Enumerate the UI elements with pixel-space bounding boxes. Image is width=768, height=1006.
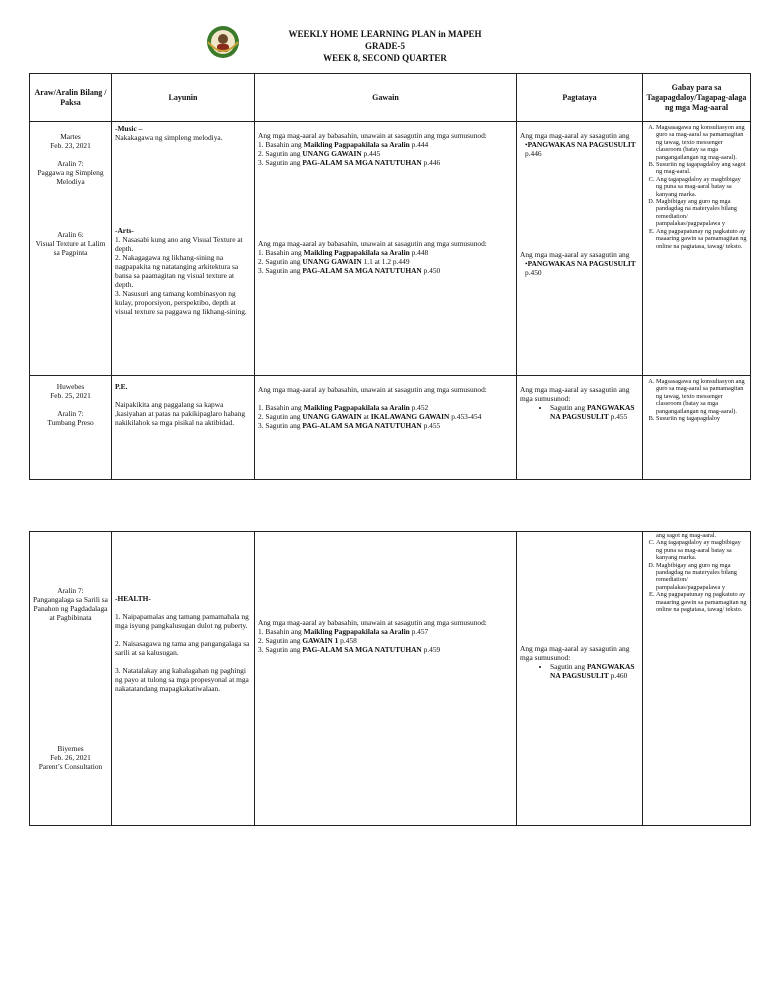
text-fragment: PAG-ALAM SA MGA NATUTUHAN [302,158,422,167]
text-fragment: PAG-ALAM SA MGA NATUTUHAN [302,645,422,654]
objective-cell [112,532,255,826]
guide-continuation: ang sagot ng mag-aaral. [656,532,717,539]
arts-objective: 2. Nakagagawa ng likhang-sining na nagpapakita ng natatanging arkitektura sa bansa sa paamagitan ng visual texture at depth. [115,253,239,289]
objective-cell [112,122,255,376]
evaluation-list [520,140,639,158]
text-fragment: E. Ang pagpapatunay ng pagkatuto ay maaaring gawin sa pamamagitan ng online na pagtatasa, tawag/ teksto. [656,591,747,613]
text-fragment: 3. Sagutin ang [258,266,303,275]
text-fragment: p.458 [338,636,357,645]
evaluation-list [520,403,639,421]
activity-item [258,149,513,158]
activity-cell [255,122,517,376]
music-objective: Nakakagawa ng simpleng melodiya. [115,133,223,142]
topic-label: Tumbang Preso [47,418,94,427]
text-fragment: Maikling Pagpapakilala sa Aralin [303,140,410,149]
text-fragment: p.448 [409,248,429,257]
text-fragment: p.450 [525,268,542,277]
text-fragment: 3. Sagutin ang [258,158,303,167]
guide-list [646,124,747,250]
doc-week: WEEK 8, SECOND QUARTER [323,53,447,63]
activity-item [258,627,513,636]
activity-item [258,412,513,421]
text-fragment: D. Magbibigay ang guro ng mga pandagdag na materyales bilang remediation/ pampalakas/pagpapalawa y [656,198,747,228]
health-heading: -HEALTH- [115,594,151,603]
topic-label: Pangangalaga sa Sarili sa Panahon ng Pagdadalaga at Pagbibinata [33,595,108,622]
evaluation-intro: Ang mga mag-aaral ay sasagutin ang mga sumusunod: [520,644,630,662]
day-cell [30,122,112,376]
text-fragment: A. Magsasagawa ng konsultasyon ang guro sa mag-aaral sa pamamagitan ng tawag, texto messenger classroom (batay sa mga pangangailangan ng mag-aaral). [656,124,747,161]
topic-label: Visual Texture at Lalim sa Pagpinta [35,239,106,257]
text-fragment: 2. Sagutin ang [258,412,303,421]
text-fragment: p.455 [608,412,628,421]
text-fragment: Maikling Pagpapakilala sa Aralin [303,627,410,636]
guide-list [646,539,747,613]
text-fragment: 2. Sagutin ang [258,636,303,645]
text-fragment: IKALAWANG GAWAIN [370,412,450,421]
topic-label: Paggawa ng Simpleng Melodiya [37,168,104,186]
health-objective: 2. Naisasagawa ng tama ang pangangalaga sa sarili at sa kalusugan. [115,639,250,657]
text-fragment: 1. Basahin ang [258,248,304,257]
plan-table-2 [29,531,751,826]
activity-item [258,645,513,654]
text-fragment: p.453-454 [449,412,482,421]
date-label: Feb. 25, 2021 [50,391,91,400]
evaluation-list [520,662,639,680]
activity-item [258,636,513,645]
text-fragment: 1. Basahin ang [258,140,304,149]
lesson-label: Aralin 7: [57,159,84,168]
activity-item [258,403,513,412]
text-fragment: 2. Sagutin ang [258,149,303,158]
day-cell [30,532,112,826]
text-fragment: A. Magsasagawa ng konsultasyon ang guro sa mag-aaral sa pamamagitan ng tawag, texto messenger classroom (batay sa mga pangangailangan ng mag-aaral). [656,378,747,415]
activity-item [258,140,513,149]
day-label: Martes [60,132,81,141]
text-fragment: p.460 [608,671,628,680]
text-fragment: p.444 [409,140,429,149]
text-fragment: p.459 [421,645,441,654]
school-seal-icon [205,24,241,60]
text-fragment: p.455 [421,421,441,430]
evaluation-intro: Ang mga mag-aaral ay sasagutin ang [520,250,630,259]
text-fragment: UNANG GAWAIN [302,257,362,266]
guide-cell [643,122,751,376]
col-header-guide: Gabay para sa Tagapagdaloy/Tagapag-alaga ng mga Mag-aaral [643,74,751,122]
text-fragment: PAG-ALAM SA MGA NATUTUHAN [302,266,422,275]
lesson-label: Aralin 6: [57,230,84,239]
text-fragment: p.450 [421,266,441,275]
evaluation-cell [517,532,643,826]
activity-item [258,421,513,430]
col-header-activity: Gawain [255,74,517,122]
objective-cell [112,376,255,480]
evaluation-list [520,259,639,277]
date-label: Feb. 23, 2021 [50,141,91,150]
text-fragment: C. Ang tagapagdaloy ay magbibigay ng puna sa mag-aaral batay sa kanyang marka. [656,176,747,198]
text-fragment: PAG-ALAM SA MGA NATUTUHAN [302,421,422,430]
col-header-day: Araw/Aralin Bilang / Paksa [30,74,112,122]
text-fragment: UNANG GAWAIN [302,412,362,421]
guide-cell [643,376,751,480]
activity-intro: Ang mga mag-aaral ay babasahin, unawain at sasagutin ang mga sumusunod: [258,385,487,394]
text-fragment: Sagutin ang [550,403,586,412]
text-fragment: PANGWAKAS NA PAGSUSULIT [550,403,635,421]
table-row [30,376,751,480]
col-header-evaluation: Pagtataya [517,74,643,122]
pe-objective: Naipakikita ang paggalang sa kapwa ,kasiyahan at patas na pakikipaglaro habang nakikilahok sa mga pisikal na aktibidad. [115,400,246,427]
plan-table-1 [29,73,751,480]
text-fragment: PANGWAKAS NA PAGSUSULIT [527,140,636,149]
day-label: Huwebes [56,382,85,391]
text-fragment: PANGWAKAS NA PAGSUSULIT [527,259,636,268]
evaluation-cell [517,376,643,480]
text-fragment: C. Ang tagapagdaloy ay magbibigay ng puna sa mag-aaral batay sa kanyang marka. [656,539,747,561]
guide-list [646,378,747,422]
doc-title: WEEKLY HOME LEARNING PLAN in MAPEH [288,29,482,39]
text-fragment: D. Magbibigay ang guro ng mga pandagdag na materyales bilang remediation/ pampalakas/pagpapalawa y [656,562,747,592]
text-fragment: 2. Sagutin ang [258,257,303,266]
activity-intro: Ang mga mag-aaral ay babasahin, unawain at sasagutin ang mga sumusunod: [258,239,487,248]
text-fragment: p.452 [409,403,429,412]
text-fragment: p.445 [361,149,381,158]
consultation-label: Parent’s Consultation [38,762,103,771]
text-fragment: Sagutin ang [550,662,586,671]
day-label: Biyernes [57,744,84,753]
col-header-objective: Layunin [112,74,255,122]
music-heading: -Music – [115,124,143,133]
text-fragment: UNANG GAWAIN [302,149,362,158]
day-cell [30,376,112,480]
text-fragment: 1. Basahin ang [258,627,304,636]
activity-item [258,248,513,257]
activity-item [258,266,513,275]
arts-objective: 3. Nasusuri ang tamang kombinasyon ng kulay, proporsiyon, perspektibo, depth at visual texture sa paggawa ng likhang-sining. [115,289,247,316]
text-fragment: Maikling Pagpapakilala sa Aralin [303,403,410,412]
activity-cell [255,376,517,480]
text-fragment: 1.1 at 1.2 p.449 [361,257,410,266]
text-fragment: B. Susuriin ng tagapagdaloy ang sagot ng mag-aaral. [656,161,747,176]
text-fragment: GAWAIN 1 [302,636,339,645]
text-fragment: B. Susuriin ng tagapagdaloy [656,415,747,422]
text-fragment: p.457 [409,627,429,636]
text-fragment: 3. Sagutin ang [258,421,303,430]
text-fragment: p.446 [525,149,542,158]
activity-intro: Ang mga mag-aaral ay babasahin, unawain at sasagutin ang mga sumusunod: [258,618,487,627]
evaluation-cell [517,122,643,376]
text-fragment: E. Ang pagpapatunay ng pagkatuto ay maaaring gawin sa pamamagitan ng online na pagtatasa, tawag/ teksto. [656,228,747,250]
guide-cell [643,532,751,826]
arts-objective: 1. Nasasabi kung ano ang Visual Texture at depth. [115,235,243,253]
evaluation-intro: Ang mga mag-aaral ay sasagutin ang mga sumusunod: [520,385,630,403]
lesson-label: Aralin 7: [57,586,84,595]
table-row [30,532,751,826]
activity-intro: Ang mga mag-aaral ay babasahin, unawain at sasagutin ang mga sumusunod: [258,131,487,140]
text-fragment: 3. Sagutin ang [258,645,303,654]
lesson-label: Aralin 7: [57,409,84,418]
health-objective: 3. Natatalakay ang kahalagahan ng paghingi ng payo at tulong sa mga propesyonal at mga nakatatandang mapagkakatiwalaan. [115,666,249,693]
date-label: Feb. 26, 2021 [50,753,91,762]
health-objective: 1. Naipapamalas ang tamang pamamahala ng mga isyung pangkalusugan dulot ng puberty. [115,612,249,630]
activity-cell [255,532,517,826]
evaluation-intro: Ang mga mag-aaral ay sasagutin ang [520,131,630,140]
text-fragment: 1. Basahin ang [258,403,304,412]
activity-item [258,257,513,266]
pe-heading: P.E. [115,382,128,391]
text-fragment: Maikling Pagpapakilala sa Aralin [303,248,410,257]
text-fragment: p.446 [421,158,441,167]
arts-heading: -Arts- [115,226,134,235]
doc-grade: GRADE-5 [365,41,405,51]
text-fragment: at [361,412,371,421]
activity-item [258,158,513,167]
document-header [0,24,768,72]
text-fragment: PANGWAKAS NA PAGSUSULIT [550,662,635,680]
table-row [30,122,751,376]
